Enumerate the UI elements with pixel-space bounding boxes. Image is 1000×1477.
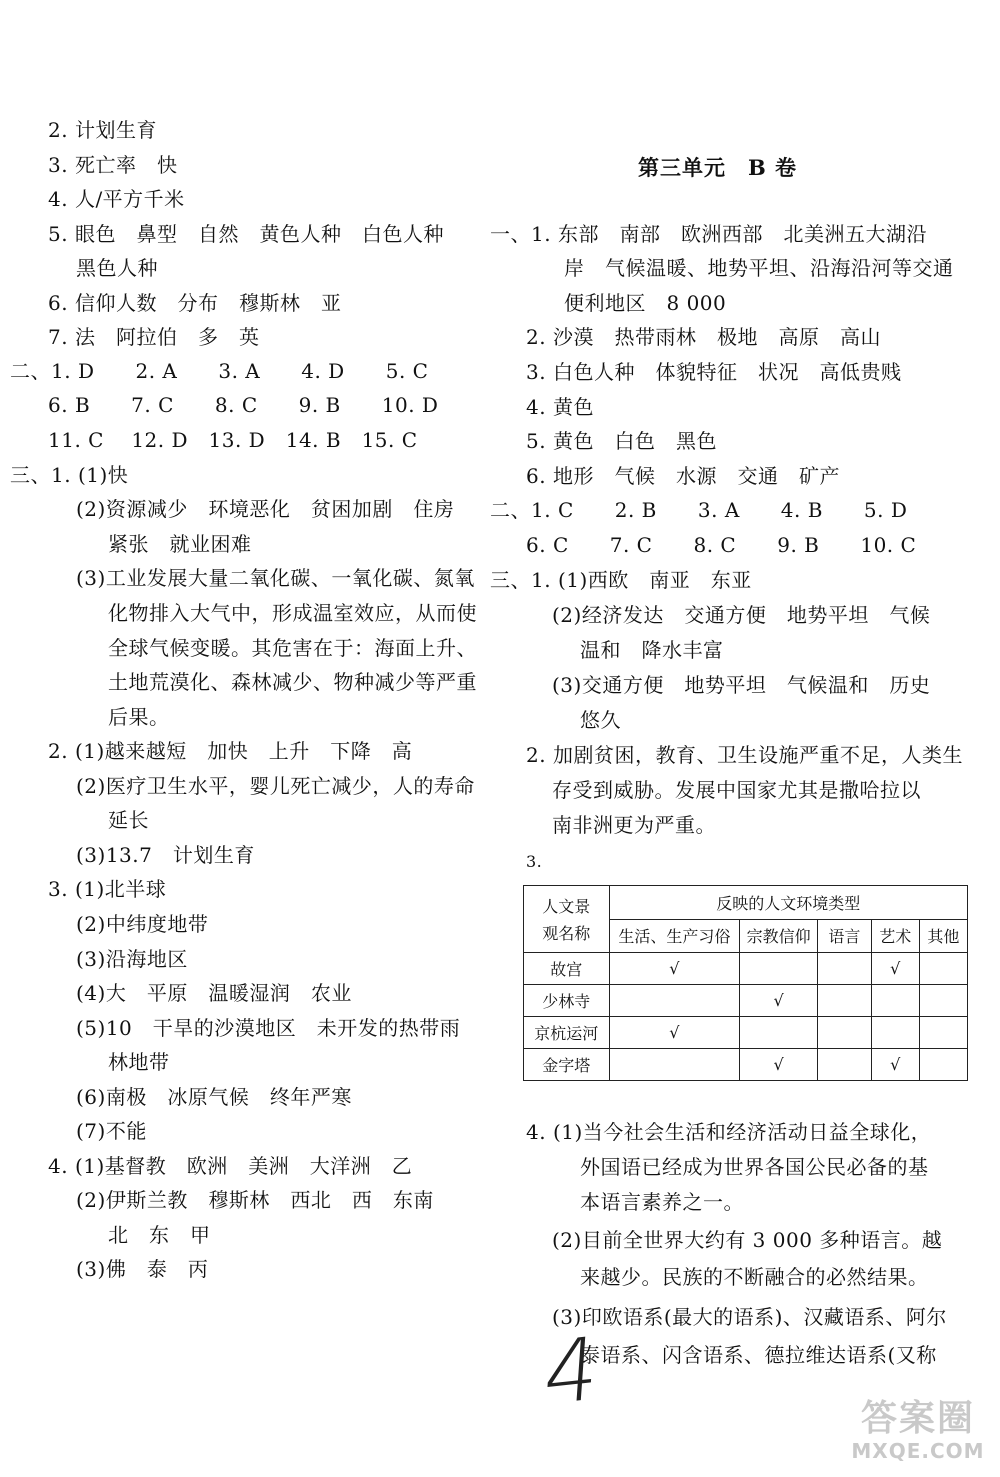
answer-line: 2. 加剧贫困，教育、卫生设施严重不足，人类生	[526, 743, 963, 767]
answer-line: (2)经济发达 交通方便 地势平坦 气候	[552, 603, 931, 627]
watermark-url: MXQE.COM	[851, 1439, 985, 1463]
row-name: 少林寺	[524, 985, 610, 1017]
answer-line: (3)佛 泰 丙	[76, 1257, 209, 1281]
answer-line: 北 东 甲	[108, 1223, 211, 1247]
answer-line: 6. 地形 气候 水源 交通 矿产	[526, 464, 840, 488]
check-cell	[919, 1049, 967, 1081]
subheader-language: 语言	[818, 919, 871, 953]
row-name: 京杭运河	[524, 1017, 610, 1049]
answer-line: 紧张 就业困难	[108, 532, 252, 556]
check-cell: √	[609, 953, 740, 985]
check-cell	[609, 985, 740, 1017]
check-cell	[871, 985, 919, 1017]
check-cell: √	[871, 953, 919, 985]
answer-line: 二、1. C 2. B 3. A 4. B 5. D	[490, 498, 908, 522]
answer-line: 3. (1)北半球	[48, 877, 167, 901]
watermark-logo-text: 答案圈	[860, 1398, 975, 1439]
check-cell	[871, 1017, 919, 1049]
answer-line: 外国语已经成为世界各国公民必备的基	[580, 1155, 929, 1179]
subheader-customs: 生活、生产习俗	[609, 919, 740, 953]
table-subheader-row	[524, 919, 968, 953]
answer-line: 6. B 7. C 8. C 9. B 10. D	[48, 393, 439, 417]
answer-line: (6)南极 冰原气候 终年严寒	[76, 1085, 352, 1109]
answer-line: 黑色人种	[76, 256, 158, 280]
answer-line: (3)沿海地区	[76, 947, 188, 971]
answer-line: 来越少。民族的不断融合的必然结果。	[580, 1265, 929, 1289]
answer-line: 全球气候变暖。其危害在于：海面上升、	[108, 636, 477, 660]
question-number: 3.	[526, 852, 543, 871]
answer-line: 4. (1)基督教 欧洲 美洲 大洋洲 乙	[48, 1154, 413, 1178]
answer-line: (2)目前全世界大约有 3 000 多种语言。越	[552, 1228, 943, 1252]
answer-line: 泰语系、闪含语系、德拉维达语系(又称	[580, 1343, 937, 1367]
answer-line: (2)伊斯兰教 穆斯林 西北 西 东南	[76, 1188, 434, 1212]
answer-line: 2. 沙漠 热带雨林 极地 高原 高山	[526, 325, 881, 349]
subheader-other: 其他	[919, 919, 967, 953]
check-cell: √	[609, 1017, 740, 1049]
answer-line: (3)13.7 计划生育	[76, 843, 255, 867]
answer-line: 3. 死亡率 快	[48, 153, 178, 177]
table-row	[524, 1049, 968, 1081]
answer-line: (2)医疗卫生水平，婴儿死亡减少，人的寿命	[76, 774, 475, 798]
check-cell	[818, 1049, 871, 1081]
check-cell: √	[740, 985, 818, 1017]
answer-line: 7. 法 阿拉伯 多 英	[48, 325, 260, 349]
header-group: 反映的人文环境类型	[609, 886, 967, 920]
answer-line: 二、1. D 2. A 3. A 4. D 5. C	[10, 359, 429, 383]
answer-line: (5)10 干旱的沙漠地区 未开发的热带雨	[76, 1016, 461, 1040]
answer-line: 悠久	[580, 708, 621, 732]
answer-line: 岸 气候温暖、地势平坦、沿海沿河等交通	[564, 256, 954, 280]
answer-line: 南非洲更为严重。	[552, 813, 716, 837]
check-cell	[818, 953, 871, 985]
answer-line: 4. (1)当今社会生活和经济活动日益全球化，	[526, 1120, 932, 1144]
answer-line: (2)中纬度地带	[76, 912, 209, 936]
header-name-top: 人文景	[524, 886, 610, 920]
handwritten-page-mark: 4	[540, 1318, 603, 1426]
subheader-art: 艺术	[871, 919, 919, 953]
check-cell	[919, 1017, 967, 1049]
answer-line: 2. (1)越来越短 加快 上升 下降 高	[48, 739, 413, 763]
answer-line: 三、1. (1)西欧 南亚 东亚	[490, 568, 752, 592]
answer-line: 2. 计划生育	[48, 118, 157, 142]
answer-line: (4)大 平原 温暖湿润 农业	[76, 981, 352, 1005]
table-row	[524, 1017, 968, 1049]
answer-line: 存受到威胁。发展中国家尤其是撒哈拉以	[552, 778, 921, 802]
answer-line: 6. 信仰人数 分布 穆斯林 亚	[48, 291, 342, 315]
answer-line: 4. 黄色	[526, 395, 594, 419]
answer-line: 3. 白色人种 体貌特征 状况 高低贵贱	[526, 360, 902, 384]
section-title: 第三单元 B 卷	[638, 155, 798, 180]
table-row	[524, 953, 968, 985]
table-header-row	[524, 886, 968, 920]
answer-line: 6. C 7. C 8. C 9. B 10. C	[526, 533, 917, 557]
answer-line: 4. 人/平方千米	[48, 187, 185, 211]
row-name: 故宫	[524, 953, 610, 985]
answer-line: 便利地区 8 000	[564, 291, 727, 315]
answer-line: 三、1. (1)快	[10, 463, 129, 487]
answer-line: 一、1. 东部 南部 欧洲西部 北美洲五大湖沿	[490, 222, 927, 246]
answer-line: (3)工业发展大量二氧化碳、一氧化碳、氮氧	[76, 566, 475, 590]
answer-line: 温和 降水丰富	[580, 638, 724, 662]
answer-line: (3)交通方便 地势平坦 气候温和 历史	[552, 673, 931, 697]
table-row	[524, 985, 968, 1017]
check-cell: √	[740, 1049, 818, 1081]
subheader-religion: 宗教信仰	[740, 919, 818, 953]
answer-line: (7)不能	[76, 1119, 147, 1143]
answer-line: (2)资源减少 环境恶化 贫困加剧 住房	[76, 497, 455, 521]
check-cell	[919, 953, 967, 985]
check-cell	[818, 985, 871, 1017]
answer-line: 本语言素养之一。	[580, 1190, 744, 1214]
answer-line: 土地荒漠化、森林减少、物种减少等严重	[108, 670, 477, 694]
answer-line: 后果。	[108, 705, 170, 729]
check-cell	[919, 985, 967, 1017]
site-watermark	[848, 1399, 988, 1469]
answer-line: 化物排入大气中，形成温室效应，从而使	[108, 601, 477, 625]
answer-line: 延长	[108, 808, 149, 832]
answer-line: 5. 黄色 白色 黑色	[526, 429, 717, 453]
answer-line: (3)印欧语系(最大的语系)、汉藏语系、阿尔	[552, 1305, 947, 1329]
check-cell: √	[871, 1049, 919, 1081]
check-cell	[818, 1017, 871, 1049]
header-name-bottom: 观名称	[524, 919, 610, 953]
answer-line: 5. 眼色 鼻型 自然 黄色人种 白色人种	[48, 222, 444, 246]
check-cell	[609, 1049, 740, 1081]
landscape-table	[523, 885, 968, 1081]
answer-line: 11. C 12. D 13. D 14. B 15. C	[48, 428, 418, 452]
row-name: 金字塔	[524, 1049, 610, 1081]
answer-line: 林地带	[108, 1050, 170, 1074]
check-cell	[740, 953, 818, 985]
check-cell	[740, 1017, 818, 1049]
